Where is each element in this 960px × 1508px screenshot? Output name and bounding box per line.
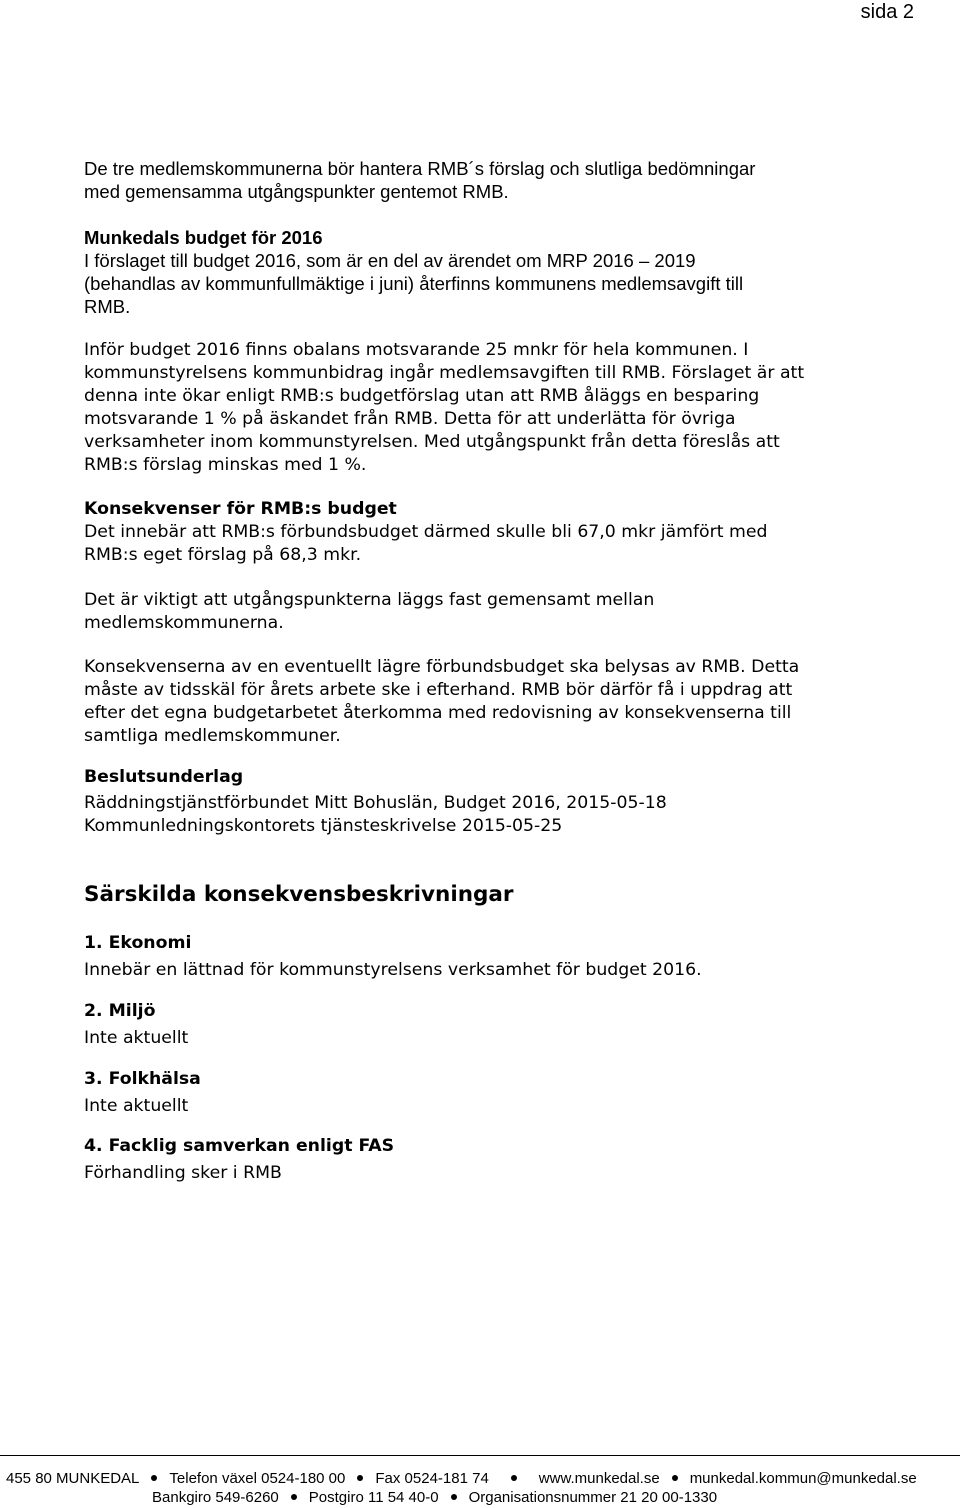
konsekvenserna-line: Konsekvenserna av en eventuellt lägre förbundsbudget ska belysas av RMB. Detta	[84, 657, 800, 677]
bullet-icon	[451, 1494, 457, 1500]
obalans-line: RMB:s förslag minskas med 1 %.	[84, 455, 367, 475]
obalans-line: kommunstyrelsens kommunbidrag ingår medlemsavgiften till RMB. Förslaget är att	[84, 363, 805, 383]
viktigt-line: medlemskommunerna.	[84, 613, 284, 633]
intro-line: med gemensamma utgångspunkter gentemot RMB.	[84, 181, 509, 202]
footer-address: 455 80 MUNKEDAL	[6, 1470, 140, 1487]
konsekvenserna-line: samtliga medlemskommuner.	[84, 726, 341, 746]
bullet-icon	[151, 1475, 157, 1481]
fas-section	[84, 1135, 874, 1185]
footer-website-link[interactable]: www.munkedal.se	[538, 1470, 660, 1487]
viktigt-line: Det är viktigt att utgångspunkterna läggs fast gemensamt mellan	[84, 590, 655, 610]
obalans-paragraph	[84, 339, 874, 477]
ekonomi-text: Innebär en lättnad för kommunstyrelsens verksamhet för budget 2016.	[84, 960, 702, 980]
footer-bankgiro: Bankgiro 549-6260	[152, 1489, 279, 1506]
beslutsunderlag-section	[84, 766, 874, 838]
konsekvenserna-line: måste av tidsskäl för årets arbete ske i efterhand. RMB bör därför få i uppdrag att	[84, 680, 793, 700]
bullet-icon	[357, 1475, 363, 1481]
munkedal-line: RMB.	[84, 296, 131, 317]
footer-divider	[0, 1455, 960, 1456]
bullet-icon	[291, 1494, 297, 1500]
konsekvenser-line: RMB:s eget förslag på 68,3 mkr.	[84, 545, 362, 565]
miljo-heading: 2. Miljö	[84, 1001, 156, 1021]
footer-phone: Telefon växel 0524-180 00	[169, 1470, 346, 1487]
bullet-icon	[511, 1475, 517, 1481]
konsekvenserna-line: efter det egna budgetarbetet återkomma med redovisning av konsekvenserna till	[84, 703, 792, 723]
obalans-line: verksamheter inom kommunstyrelsen. Med utgångspunkt från detta föreslås att	[84, 432, 780, 452]
beslutsunderlag-heading: Beslutsunderlag	[84, 767, 244, 787]
obalans-line: denna inte ökar enligt RMB:s budgetförslag utan att RMB åläggs en besparing	[84, 386, 760, 406]
konsekvenser-section	[84, 498, 874, 567]
munkedal-line: (behandlas av kommunfullmäktige i juni) återfinns kommunens medlemsavgift till	[84, 273, 744, 294]
beslutsunderlag-line: Räddningstjänstförbundet Mitt Bohuslän, Budget 2016, 2015-05-18	[84, 793, 667, 813]
footer-orgnr: Organisationsnummer 21 20 00-1330	[468, 1489, 718, 1506]
footer-row-2	[152, 1489, 960, 1507]
folkhalsa-heading: 3. Folkhälsa	[84, 1069, 201, 1089]
obalans-line: Inför budget 2016 finns obalans motsvarande 25 mnkr för hela kommunen. I	[84, 340, 749, 360]
bullet-icon	[672, 1475, 678, 1481]
folkhalsa-text: Inte aktuellt	[84, 1096, 189, 1116]
section-title: Särskilda konsekvensbeskrivningar	[84, 882, 514, 907]
footer-postgiro: Postgiro 11 54 40-0	[308, 1489, 439, 1506]
intro-line: De tre medlemskommunerna bör hantera RMB´s förslag och slutliga bedömningar	[84, 158, 756, 179]
footer-email-link[interactable]: munkedal.kommun@munkedal.se	[689, 1470, 917, 1487]
miljo-text: Inte aktuellt	[84, 1028, 189, 1048]
obalans-line: motsvarande 1 % på äskandet från RMB. Detta för att underlätta för övriga	[84, 409, 736, 429]
viktigt-paragraph	[84, 589, 874, 635]
konsekvenserna-paragraph	[84, 656, 874, 748]
fas-heading: 4. Facklig samverkan enligt FAS	[84, 1136, 395, 1156]
konsekvenser-heading: Konsekvenser för RMB:s budget	[84, 499, 397, 519]
folkhalsa-section	[84, 1068, 874, 1118]
footer-fax: Fax 0524-181 74	[375, 1470, 489, 1487]
konsekvenser-line: Det innebär att RMB:s förbundsbudget därmed skulle bli 67,0 mkr jämfört med	[84, 522, 768, 542]
munkedal-line: I förslaget till budget 2016, som är en del av ärendet om MRP 2016 – 2019	[84, 250, 696, 271]
fas-text: Förhandling sker i RMB	[84, 1163, 282, 1183]
ekonomi-section	[84, 932, 874, 982]
miljo-section	[84, 1000, 874, 1050]
intro-paragraph	[84, 157, 874, 203]
munkedal-heading: Munkedals budget för 2016	[84, 227, 323, 248]
beslutsunderlag-line: Kommunledningskontorets tjänsteskrivelse 2015-05-25	[84, 816, 563, 836]
munkedal-section	[84, 226, 874, 318]
ekonomi-heading: 1. Ekonomi	[84, 933, 192, 953]
footer-row-1	[6, 1470, 960, 1488]
page-number: sida 2	[860, 1, 914, 23]
